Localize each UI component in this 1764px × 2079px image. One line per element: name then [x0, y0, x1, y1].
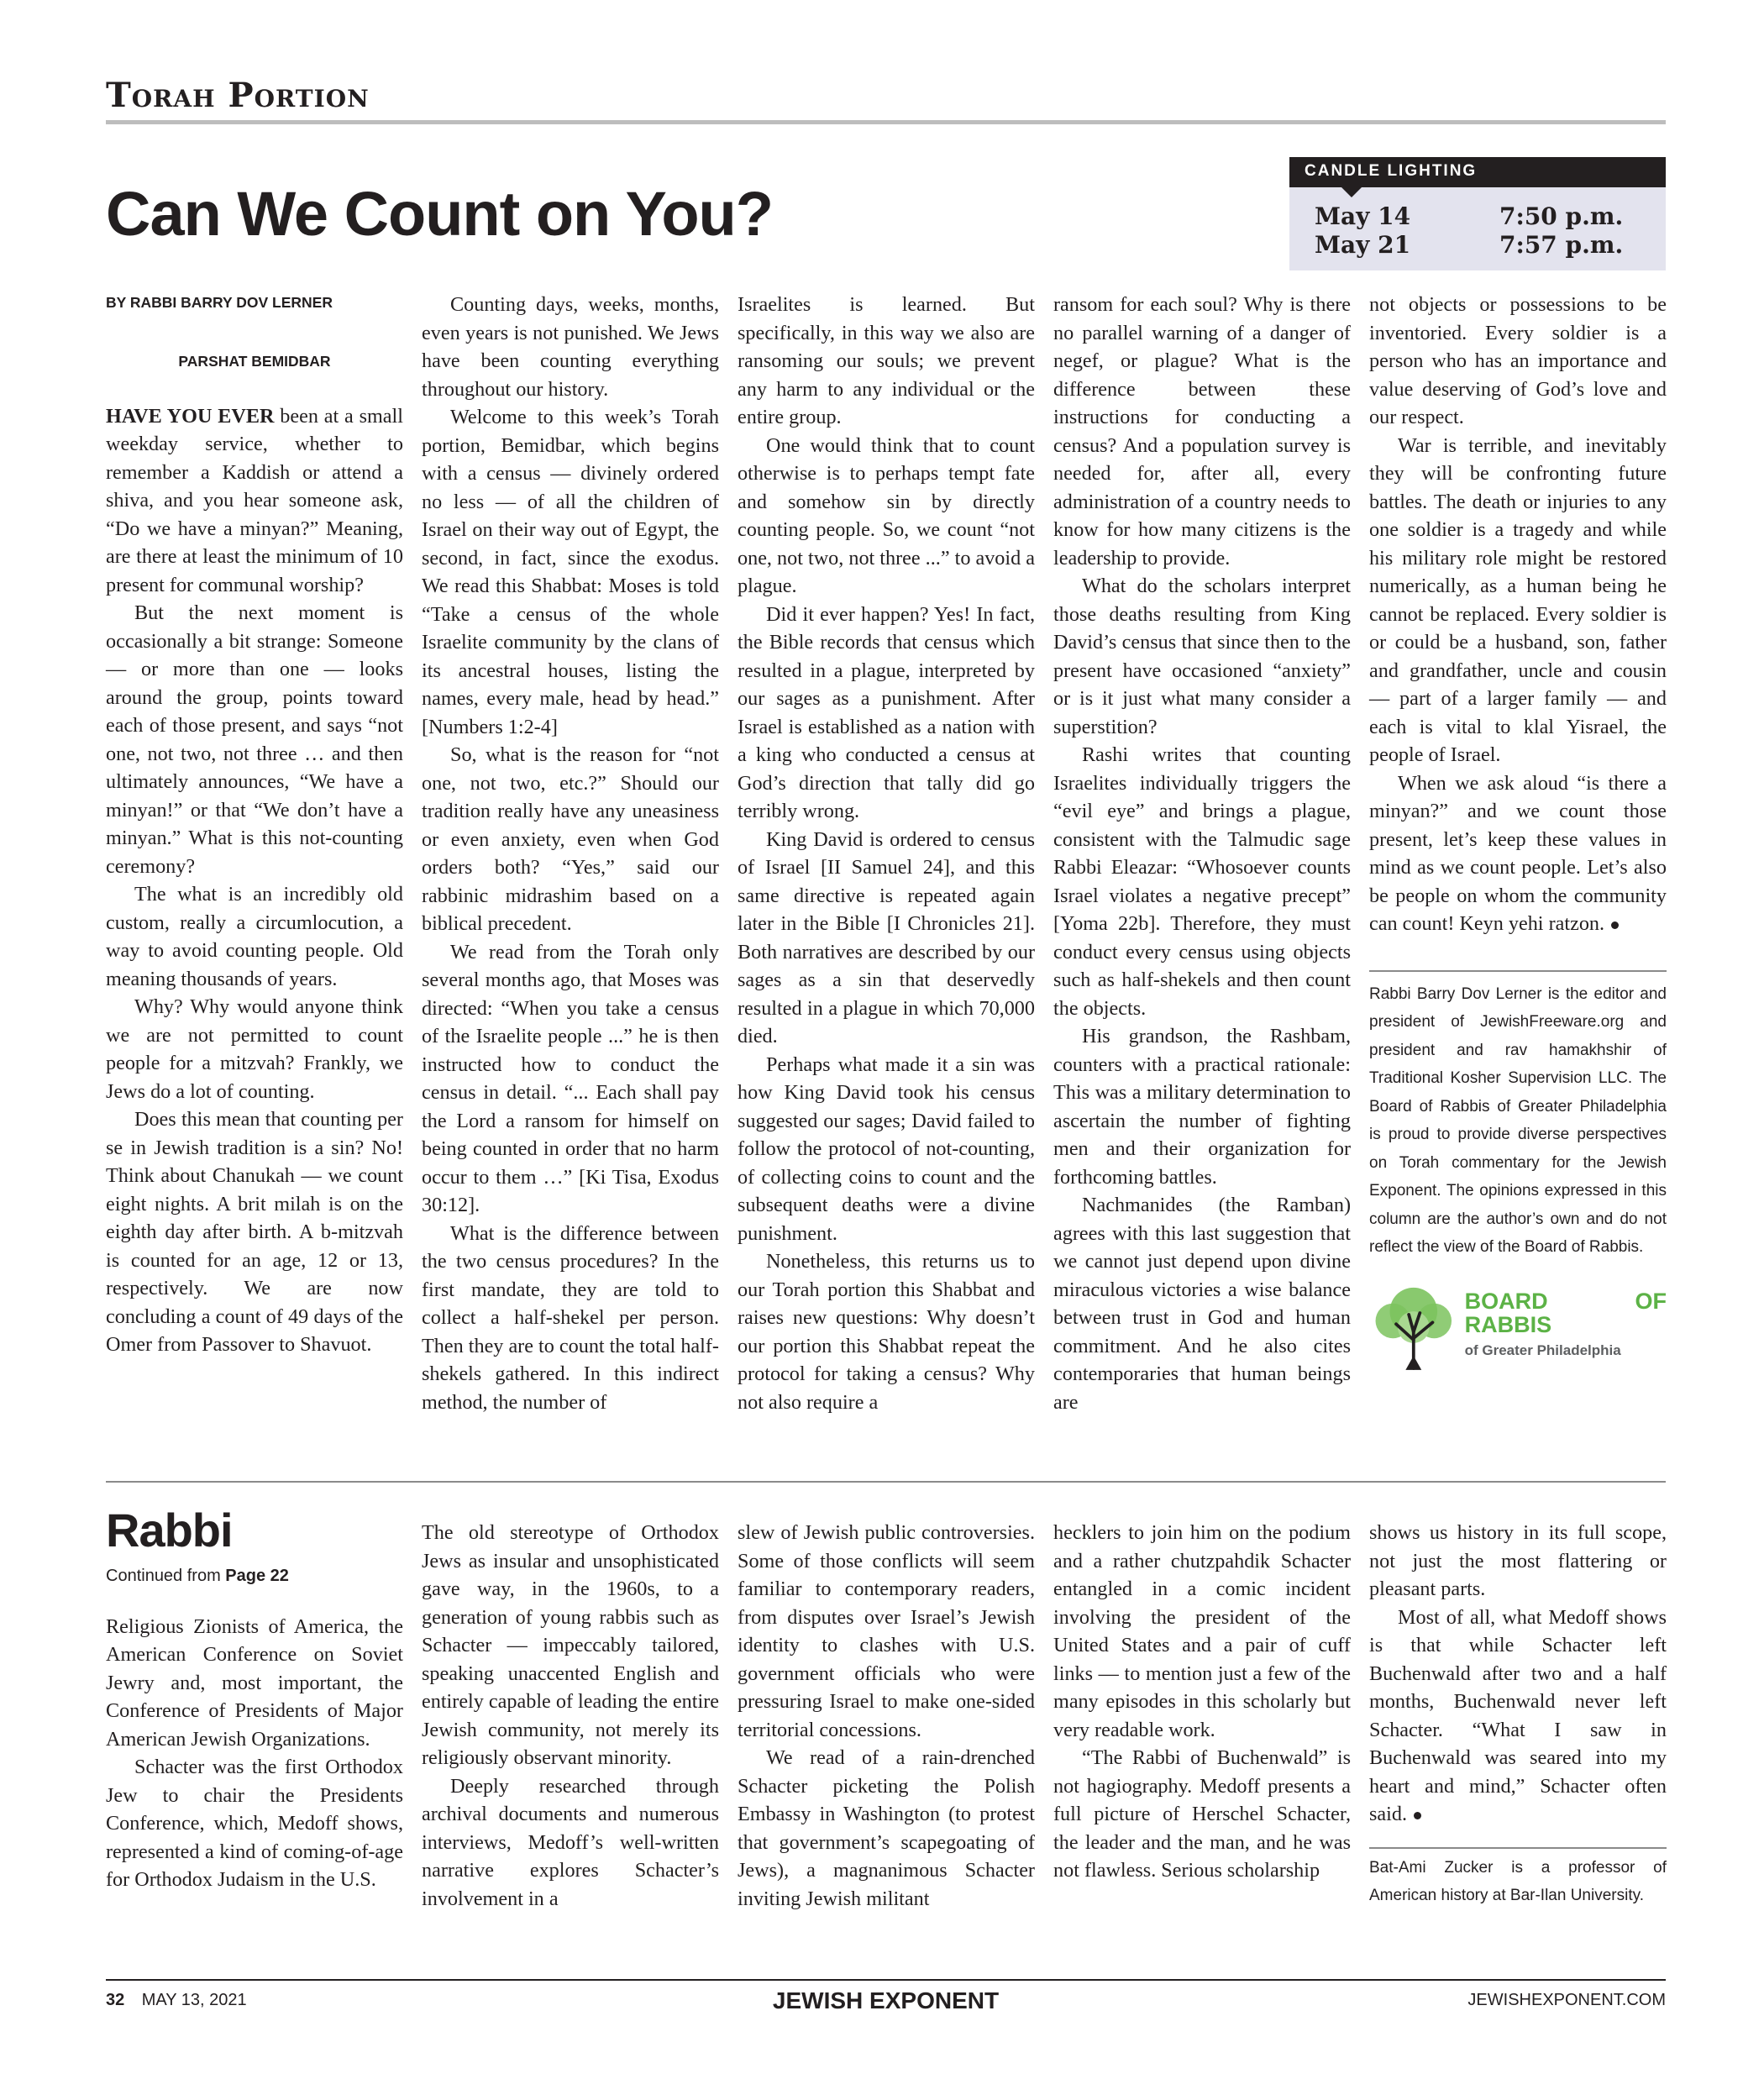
paragraph: Israelites is learned. But specifically, in this way we also are ransoming our souls; we prevent any harm to any individual or the entire group. [738, 293, 1035, 428]
continued-page-link[interactable]: Page 22 [225, 1567, 289, 1585]
logo-title: BOARD OF RABBIS [1464, 1288, 1667, 1337]
column-body [1369, 291, 1667, 938]
paragraph: Perhaps what made it a sin was how King David took his census suggested our sages; David failed to follow the protocol of not-counting, of collecting coins to count and the subsequent deaths were a divine punishment. [738, 1053, 1035, 1245]
paragraph: shows us history in its full scope, not just the most flattering or pleasant parts. [1369, 1521, 1667, 1600]
paragraph: His grandson, the Rashbam, counters with a practical rationale: This was a military determination to ascertain the number of fighting men and their organization for forthcoming battles. [1053, 1025, 1351, 1189]
paragraph: “The Rabbi of Buchenwald” is not hagiography. Medoff presents a full picture of Herschel Schacter, the leader and the man, and he was not flawless. Serious scholarship [1053, 1746, 1351, 1882]
paragraph: Why? Why would anyone think we are not permitted to count people for a mitzvah? Frankly, we Jews do a lot of counting. [106, 995, 403, 1103]
article-column-4 [1053, 291, 1351, 1416]
bio-divider [1369, 1847, 1667, 1849]
page-number: 32 [106, 1991, 125, 2009]
paragraph: War is terrible, and inevitably they will be confronting future battles. The death or injuries to any one soldier is a tragedy and while his military role might be restored numerically, as a human being he cannot be replaced. Every soldier is or could be a husband, son, father and grandfather, uncle and cousin — part of a larger family — and each is vital to klal Yisrael, the people of Israel. [1369, 433, 1667, 766]
rabbi-section-title: Rabbi [106, 1504, 233, 1557]
candle-time: 7:50 p.m. [1499, 202, 1624, 230]
headline: Can We Count on You? [106, 179, 773, 249]
article-column-1 [106, 292, 403, 1359]
paragraph: Religious Zionists of America, the American Conference on Soviet Jewry and, most important, the Conference of Presidents of Major American Jewish Organizations. [106, 1614, 403, 1751]
bio-divider [1369, 970, 1667, 972]
paragraph: hecklers to join him on the podium and a rather chutzpahdik Schacter entangled in a comic incident involving the president of the United States and a pair of cuff links — to mention just a few of the many episodes in this scholarly but very readable work. [1053, 1521, 1351, 1741]
footer-rule [106, 1979, 1666, 1981]
publication-name: JEWISH EXPONENT [772, 1987, 1000, 2013]
author-bio: Bat-Ami Zucker is a professor of American history at Bar-Ilan University. [1369, 1858, 1667, 1904]
section-divider-rule [106, 1481, 1666, 1483]
column-body [422, 1519, 719, 1913]
column-body [1369, 1519, 1667, 1829]
paragraph: Did it ever happen? Yes! In fact, the Bible records that census which resulted in a plague, interpreted by our sages as a punishment. After Israel is established as a nation with a king who conducted a census at God’s direction that tally did go terribly wrong. [738, 602, 1035, 822]
article-column-3 [738, 291, 1035, 1416]
rabbi-column-1 [106, 1505, 403, 1894]
board-of-rabbis-logo [1369, 1280, 1667, 1374]
continued-from [106, 1562, 403, 1591]
paragraph: slew of Jewish public controversies. Some of those conflicts will seem familiar to contemporary readers, from disputes over Israel’s Jewish identity to clashes with U.S. government officials who were pressuring Israel to make one-sided territorial concessions. [738, 1521, 1035, 1741]
paragraph: The what is an incredibly old custom, really a circumlocution, a way to avoid counting people. Old meaning thousands of years. [106, 883, 403, 990]
issue-date: MAY 13, 2021 [141, 1991, 247, 2009]
end-mark-icon [1611, 921, 1619, 929]
section-divider [106, 120, 1666, 124]
lead-in: HAVE YOU EVER [106, 404, 275, 428]
paragraph: What is the difference between the two census procedures? In the first mandate, they are told to collect a half-shekel per person. Then they are to count the total half-shekels gathered. In this indirect method, the number of [422, 1221, 719, 1414]
rabbi-column-2 [422, 1519, 719, 1913]
paragraph: The old stereotype of Orthodox Jews as insular and unsophisticated gave way, in the 1960s, to a generation of young rabbis such as Schacter — impeccably tailored, speaking unaccented English and entirely capable of leading the entire Jewish community, not merely its religiously observant minority. [422, 1521, 719, 1769]
section-label: Torah Portion [106, 76, 370, 115]
paragraph: So, what is the reason for “not one, not two, etc.?” Should our tradition really have any uneasiness or even anxiety, even when God orders both? “Yes,” said our rabbinic midrashim based on a biblical precedent. [422, 743, 719, 935]
paragraph: But the next moment is occasionally a bit strange: Someone — or more than one — looks around the group, points toward each of those present, and says “not one, not two, not three … and then ultimately announces, “We have a minyan!” or that “We don’t have a minyan.” What is this not-counting ceremony? [106, 601, 403, 878]
paragraph: We read from the Torah only several months ago, that Moses was directed: “When you take a census of the Israelite people ...” he is then instructed how to conduct the census in detail. “... Each shall pay the Lord a ransom for himself on being counted in order that no harm occur to them …” [Ki Tisa, Exodus 30:12]. [422, 940, 719, 1216]
paragraph: Rashi writes that counting Israelites individually triggers the “evil eye” and brings a plague, consistent with the Talmudic sage Rabbi Eleazar: “Whosoever counts Israel violates a negative precept” [Yoma 22b]. Therefore, they must conduct every census using objects such as half-shekels and then count the objects. [1053, 743, 1351, 1020]
candle-date: May 14 [1315, 202, 1411, 230]
paragraph: What do the scholars interpret those deaths resulting from King David’s census that since then to the present have occasioned “anxiety” or is it just what many consider a superstition? [1053, 575, 1351, 738]
candle-lighting-row [1289, 231, 1666, 260]
column-body [106, 402, 403, 1359]
byline: BY RABBI BARRY DOV LERNER [106, 294, 333, 311]
paragraph: When we ask aloud “is there a minyan?” and we count those present, let’s keep these values in mind as we count people. Let’s also be people on whom the community can count! Keyn yehi ratzon. [1369, 771, 1667, 935]
paragraph: HAVE YOU EVER been at a small weekday service, whether to remember a Kaddish or attend a shiva, and you hear someone ask, “Do we have a minyan?” Meaning, are there at least the minimum of 10 present for communal worship? [106, 404, 403, 596]
website-link[interactable]: JEWISHEXPONENT.COM [1467, 1991, 1666, 2009]
column-body [738, 1519, 1035, 1913]
column-body [422, 291, 719, 1416]
candle-lighting-row [1289, 202, 1666, 231]
rabbi-column-4 [1053, 1519, 1351, 1885]
page-footer [106, 1987, 1666, 2013]
rabbi-column-5 [1369, 1519, 1667, 1910]
article-column-2 [422, 291, 719, 1416]
article-column-5 [1369, 291, 1667, 1374]
paragraph: Deeply researched through archival documents and numerous interviews, Medoff’s well-written narrative explores Schacter’s involvement in a [422, 1774, 719, 1910]
paragraph: King David is ordered to census of Israel [II Samuel 24], and this same directive is repeated again later in the Bible [I Chronicles 21]. Both narratives are described by our sages as a sin that deservedly resulted in a plague in which 70,000 died. [738, 827, 1035, 1047]
paragraph: One would think that to count otherwise is to perhaps tempt fate and somehow sin by directly counting people. So, we count “not one, not two, not three ...” to avoid a plague. [738, 433, 1035, 597]
candle-date: May 21 [1315, 231, 1411, 259]
paragraph: We read of a rain-drenched Schacter picketing the Polish Embassy in Washington (to protest that government’s scapegoating of Jews), a magnanimous Schacter inviting Jewish militant [738, 1746, 1035, 1910]
tree-icon [1369, 1280, 1458, 1374]
paragraph: Nachmanides (the Ramban) agrees with this last suggestion that we cannot just depend upon divine miraculous victories a wise balance between trust in God and human commitment. And he also cites contemporaries that human beings are [1053, 1194, 1351, 1414]
rabbi-column-3 [738, 1519, 1035, 1913]
paragraph: Nonetheless, this returns us to our Torah portion this Shabbat and raises new questions: Why doesn’t our portion this Shabbat repeat the protocol for taking a census? Why not also require a [738, 1250, 1035, 1414]
end-mark-icon [1414, 1812, 1421, 1819]
paragraph: Welcome to this week’s Torah portion, Bemidbar, which begins with a census — divinely ordered no less — of all the children of Israel on their way out of Egypt, the second, in fact, since the exodus. We read this Shabbat: Moses is told “Take a census of the whole Israelite community by the clans of its ancestral houses, listing the names, every male, head by head.” [Numbers 1:2-4] [422, 406, 719, 738]
paragraph: Schacter was the first Orthodox Jew to chair the Presidents Conference, which, Medoff shows, represented a kind of coming-of-age for Orthodox Judaism in the U.S. [106, 1756, 403, 1891]
column-body [1053, 1519, 1351, 1885]
paragraph: Counting days, weeks, months, even years is not punished. We Jews have been counting everything throughout our history. [422, 293, 719, 401]
continued-prefix: Continued from [106, 1567, 226, 1585]
paragraph: Does this mean that counting per se in Jewish tradition is a sin? No! Think about Chanukah — we count eight nights. A brit milah is on the eighth day after birth. A b-mitzvah is counted for an age, 12 or 13, respectively. We are now concluding a count of 49 days of the Omer from Passover to Shavuot. [106, 1108, 403, 1356]
paragraph: Most of all, what Medoff shows is that while Schacter left Buchenwald after two and a half months, Buchenwald never left Schacter. “What I saw in Buchenwald was seared into my heart and mind,” Schacter often said. [1369, 1605, 1667, 1825]
column-body [106, 1613, 403, 1894]
paragraph: not objects or possessions to be inventoried. Every soldier is a person who has an importance and value deserving of God’s love and our respect. [1369, 293, 1667, 428]
parshat-label: PARSHAT BEMIDBAR [178, 353, 331, 370]
paragraph: ransom for each soul? Why is there no parallel warning of a danger of negef, or plague? What is the difference between these instructions for conducting a census? And a population survey is needed for, after all, every administration of a country needs to know for how many citizens is the leadership to provide. [1053, 293, 1351, 570]
logo-subtitle: of Greater Philadelphia [1464, 1341, 1621, 1358]
candle-lighting-title: CANDLE LIGHTING [1289, 157, 1666, 187]
candle-time: 7:57 p.m. [1499, 231, 1624, 259]
author-bio: Rabbi Barry Dov Lerner is the editor and president of JewishFreeware.org and president and rav hamakhshir of Traditional Kosher Supervision LLC. The Board of Rabbis of Greater Philadelphia is proud to provide diverse perspectives on Torah commentary for the Jewish Exponent. The opinions expressed in this column are the author’s own and do not reflect the view of the Board of Rabbis. [1369, 984, 1667, 1256]
candle-lighting-box [1289, 157, 1666, 270]
column-body [1053, 291, 1351, 1416]
column-body [738, 291, 1035, 1416]
